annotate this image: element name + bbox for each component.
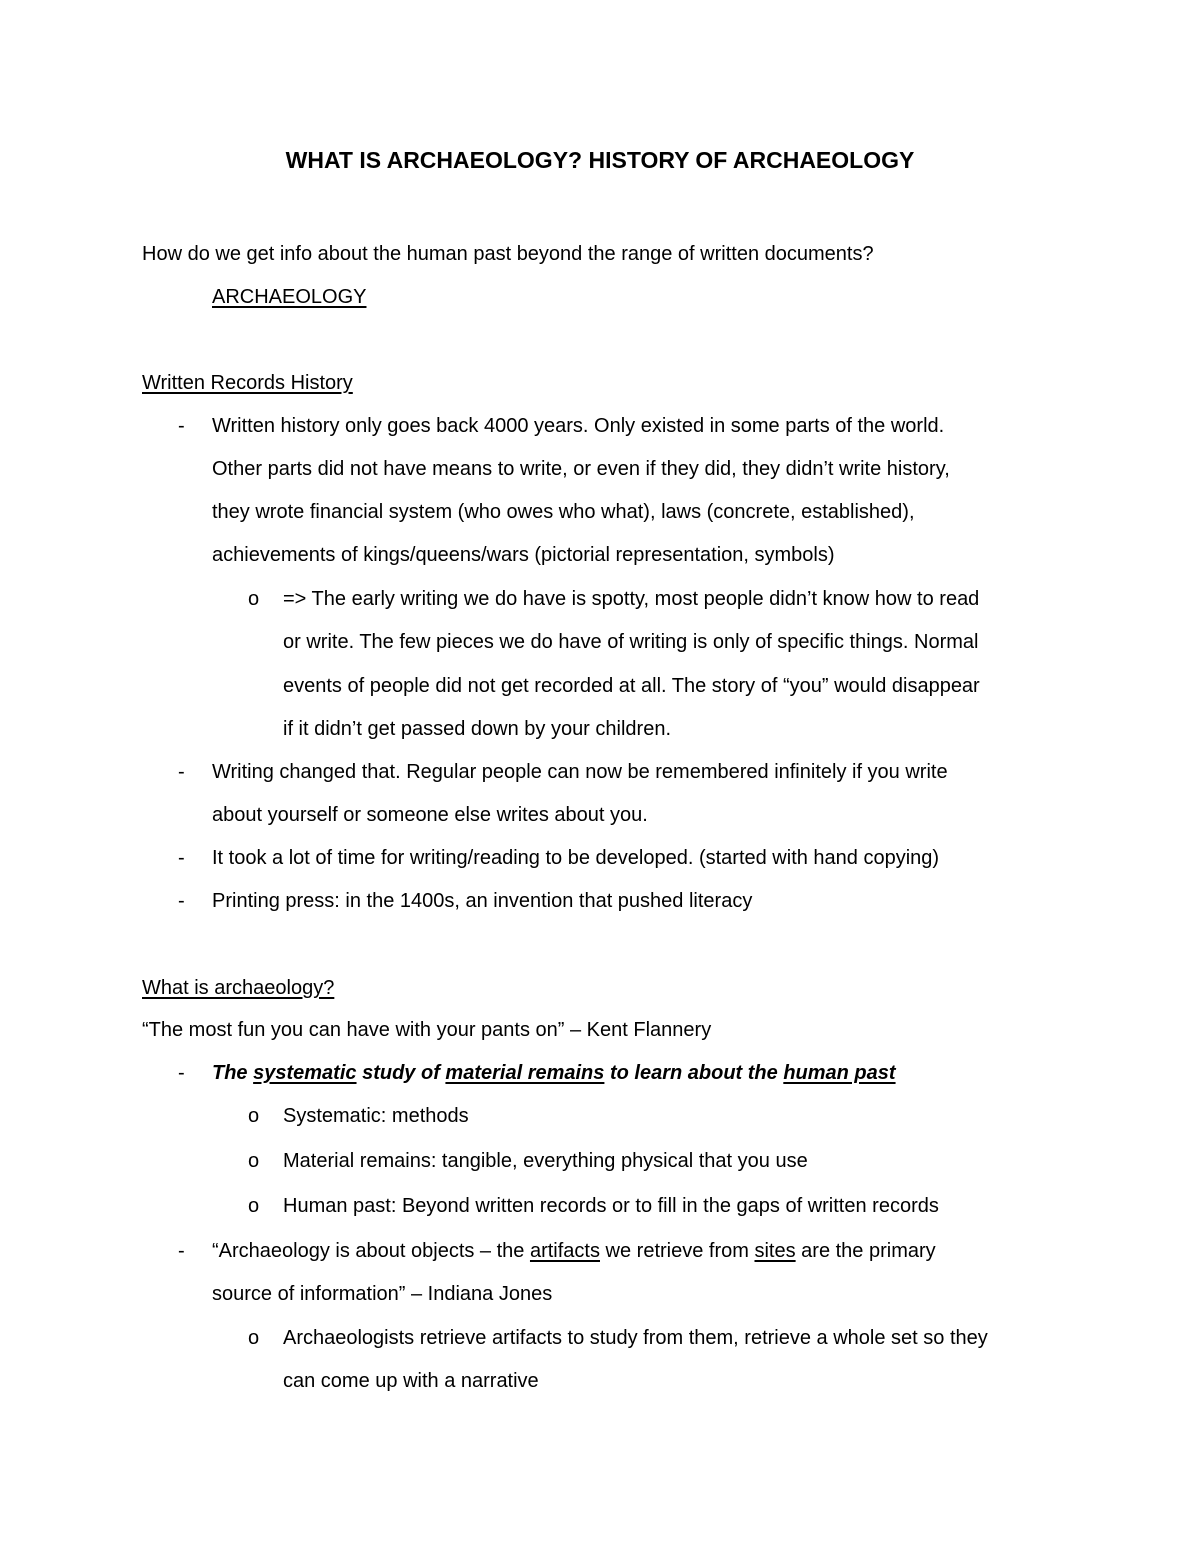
definition-term-material-remains: material remains bbox=[445, 1062, 605, 1084]
bullet-text: Written history only goes back 4000 years. Only existed in some parts of the world. bbox=[212, 415, 945, 437]
definition-term-human-past: human past bbox=[783, 1062, 896, 1084]
sub-bullet-text: or write. The few pieces we do have of writing is only of specific things. Normal bbox=[283, 631, 979, 653]
definition-part: study of bbox=[356, 1062, 446, 1084]
quote-term-sites: sites bbox=[754, 1240, 796, 1262]
bullet-text: they wrote financial system (who owes who what), laws (concrete, established), bbox=[212, 501, 915, 523]
intro-answer: ARCHAEOLOGY bbox=[212, 286, 367, 308]
definition-text bbox=[212, 1061, 896, 1085]
sub-bullet-text: can come up with a narrative bbox=[283, 1370, 539, 1392]
bullet-text: Other parts did not have means to write, or even if they did, they didn’t write history, bbox=[212, 458, 950, 480]
bullet-dash: - bbox=[178, 890, 185, 912]
bullet-text: achievements of kings/queens/wars (pictorial representation, symbols) bbox=[212, 544, 835, 566]
intro-question: How do we get info about the human past beyond the range of written documents? bbox=[142, 243, 874, 265]
bullet-dash: - bbox=[178, 847, 185, 869]
quote-part: are the primary bbox=[795, 1240, 936, 1262]
bullet-text: It took a lot of time for writing/reading to be developed. (started with hand copying) bbox=[212, 847, 940, 869]
sub-bullet-text: Archaeologists retrieve artifacts to study from them, retrieve a whole set so they bbox=[283, 1327, 988, 1349]
sub-bullet-marker: o bbox=[248, 1327, 260, 1349]
definition-part: to learn about the bbox=[604, 1062, 784, 1084]
sub-bullet-text: events of people did not get recorded at all. The story of “you” would disappear bbox=[283, 675, 980, 697]
section-heading-what-is-archaeology: What is archaeology? bbox=[142, 977, 335, 999]
definition-part: The bbox=[212, 1062, 254, 1084]
quote-term-artifacts: artifacts bbox=[529, 1240, 600, 1262]
sub-bullet-marker: o bbox=[248, 1105, 260, 1127]
bullet-dash: - bbox=[178, 1062, 185, 1084]
bullet-text: Writing changed that. Regular people can now be remembered infinitely if you write bbox=[212, 761, 948, 783]
bullet-text: about yourself or someone else writes about you. bbox=[212, 804, 648, 826]
page-title: WHAT IS ARCHAEOLOGY? HISTORY OF ARCHAEOLOGY bbox=[285, 147, 915, 173]
sub-bullet-marker: o bbox=[248, 1150, 260, 1172]
bullet-dash: - bbox=[178, 761, 185, 783]
section-heading-written-records: Written Records History bbox=[142, 372, 353, 394]
sub-bullet-text: Systematic: methods bbox=[283, 1105, 469, 1127]
quote-flannery: “The most fun you can have with your pants on” – Kent Flannery bbox=[142, 1019, 712, 1041]
quote-part: “Archaeology is about objects – the bbox=[212, 1240, 530, 1262]
quote-part: we retrieve from bbox=[600, 1240, 755, 1262]
sub-bullet-marker: o bbox=[248, 1195, 260, 1217]
bullet-dash: - bbox=[178, 415, 185, 437]
quote-indiana-jones bbox=[212, 1239, 936, 1263]
sub-bullet-text: Material remains: tangible, everything physical that you use bbox=[283, 1150, 808, 1172]
bullet-dash: - bbox=[178, 1240, 185, 1262]
sub-bullet-text: Human past: Beyond written records or to fill in the gaps of written records bbox=[283, 1195, 939, 1217]
sub-bullet-text: => The early writing we do have is spotty, most people didn’t know how to read bbox=[283, 588, 980, 610]
sub-bullet-marker: o bbox=[248, 588, 260, 610]
quote-indiana-jones-line2: source of information” – Indiana Jones bbox=[212, 1283, 553, 1305]
sub-bullet-text: if it didn’t get passed down by your children. bbox=[283, 718, 671, 740]
bullet-text: Printing press: in the 1400s, an invention that pushed literacy bbox=[212, 890, 753, 912]
definition-term-systematic: systematic bbox=[253, 1062, 357, 1084]
